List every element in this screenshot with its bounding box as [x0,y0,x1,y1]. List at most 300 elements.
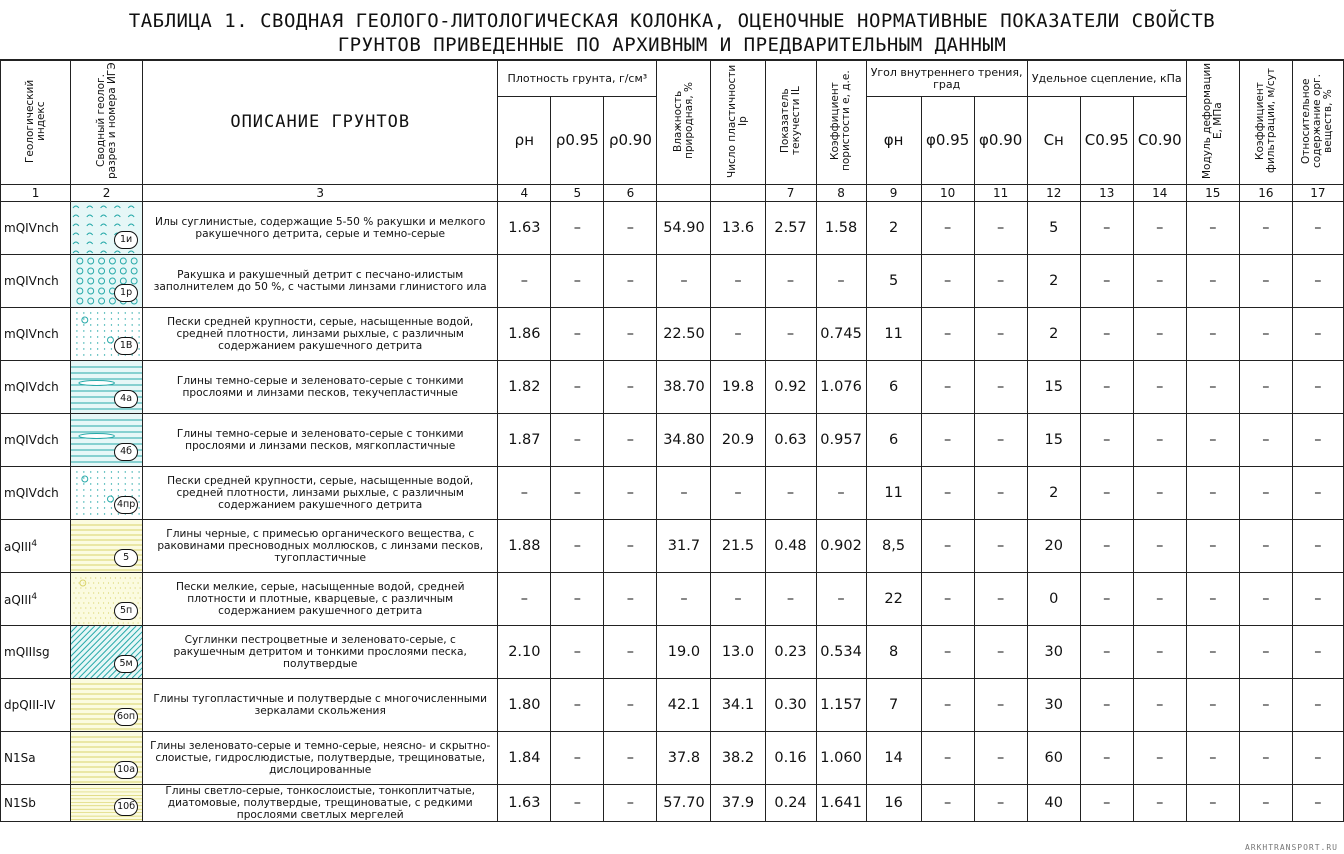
header-angle-group: Угол внутреннего трения, град [866,61,1027,97]
lithology-pattern-cell [71,255,143,308]
value-cell: – [498,467,551,520]
ige-code-badge: 1р [114,284,138,302]
value-cell: 2 [1027,308,1080,361]
column-number: 17 [1292,185,1343,202]
column-number: 15 [1186,185,1239,202]
lithology-pattern-cell [71,361,143,414]
value-cell: – [1080,255,1133,308]
geo-index: aQIII [4,539,32,554]
value-cell: 20.9 [711,414,765,467]
table-title [0,0,1344,60]
value-cell: – [765,467,816,520]
column-number: 3 [143,185,498,202]
header-geo-index: Геологический индекс [1,61,71,185]
value-cell: 1.060 [816,732,866,785]
value-cell: 1.641 [816,785,866,822]
value-cell: 15 [1027,361,1080,414]
geo-index-cell [1,467,71,520]
value-cell: – [604,255,657,308]
ige-code-badge: 5м [114,655,138,673]
geo-index-cell [1,361,71,414]
header-moisture: Влажность природная, % [657,61,711,185]
value-cell: – [1239,308,1292,361]
value-cell: – [1239,573,1292,626]
value-cell: 1.157 [816,679,866,732]
watermark: ARKHTRANSPORT.RU [1244,843,1338,852]
value-cell: 30 [1027,626,1080,679]
soil-description: Ракушка и ракушечный детрит с песчано-илистым заполнителем до 50 %, с частыми линзами глинистого ила [143,255,498,308]
geo-index: mQIVdch [4,380,59,394]
geo-index: mQIVdch [4,486,59,500]
value-cell: – [1239,679,1292,732]
value-cell: – [1186,520,1239,573]
value-cell: 2 [1027,467,1080,520]
geo-index-cell [1,732,71,785]
value-cell: – [1080,679,1133,732]
value-cell: 21.5 [711,520,765,573]
value-cell: – [657,255,711,308]
geo-index-cell [1,255,71,308]
header-modulus: Модуль деформации Е, МПа [1186,61,1239,185]
value-cell: 19.0 [657,626,711,679]
value-cell: – [1186,467,1239,520]
value-cell: – [1292,414,1343,467]
value-cell: – [1080,467,1133,520]
value-cell: – [921,308,974,361]
value-cell: 30 [1027,679,1080,732]
value-cell: – [1186,679,1239,732]
value-cell: – [974,573,1027,626]
value-cell: 42.1 [657,679,711,732]
soil-description: Суглинки пестроцветные и зеленовато-серые, с ракушечным детритом и тонкими прослоями песка, полутвердые [143,626,498,679]
header-column: Сводный геолог. разрез и номера ИГЭ [71,61,143,185]
column-number: 12 [1027,185,1080,202]
value-cell: – [711,255,765,308]
value-cell: – [1080,414,1133,467]
table-row [1,202,1344,255]
value-cell: – [921,414,974,467]
value-cell: – [551,467,604,520]
value-cell: 2.57 [765,202,816,255]
value-cell: 1.63 [498,202,551,255]
column-number: 6 [604,185,657,202]
geo-index: mQIIIsg [4,645,50,659]
header-porosity: Коэффициент пористости е, д.е. [816,61,866,185]
soil-description: Илы суглинистые, содержащие 5-50 % ракушки и мелкого ракушечного детрита, серые и темно-серые [143,202,498,255]
table-row [1,414,1344,467]
column-number: 7 [765,185,816,202]
table-row [1,520,1344,573]
value-cell: 1.076 [816,361,866,414]
column-number: 2 [71,185,143,202]
value-cell: – [816,255,866,308]
value-cell: 0.24 [765,785,816,822]
value-cell: – [551,732,604,785]
value-cell: 6 [866,361,921,414]
lithology-pattern-cell [71,626,143,679]
geo-index-cell [1,202,71,255]
value-cell: – [921,785,974,822]
table-row [1,255,1344,308]
value-cell: – [1133,785,1186,822]
column-number: 14 [1133,185,1186,202]
value-cell: – [551,626,604,679]
ige-code-badge: 1и [114,231,138,249]
value-cell: – [974,255,1027,308]
value-cell: 0.745 [816,308,866,361]
column-number: 13 [1080,185,1133,202]
value-cell: 38.70 [657,361,711,414]
value-cell: – [1239,361,1292,414]
column-number: 8 [816,185,866,202]
value-cell: 5 [1027,202,1080,255]
value-cell: – [1292,202,1343,255]
geo-index-cell [1,573,71,626]
geo-index: mQIVnch [4,221,59,235]
value-cell: – [816,467,866,520]
value-cell: – [657,573,711,626]
value-cell: – [1080,573,1133,626]
value-cell: – [604,414,657,467]
ige-code-badge: 4б [114,443,138,461]
value-cell: – [551,361,604,414]
value-cell: – [974,785,1027,822]
value-cell: – [498,573,551,626]
value-cell: – [1292,308,1343,361]
value-cell: 0.534 [816,626,866,679]
value-cell: – [1239,785,1292,822]
soil-description: Глины темно-серые и зеленовато-серые с тонкими прослоями и линзами песков, мягкопластичные [143,414,498,467]
value-cell: – [1239,255,1292,308]
value-cell: 0.48 [765,520,816,573]
value-cell: 54.90 [657,202,711,255]
header-liquidity: Показатель текучести IL [765,61,816,185]
value-cell: – [1239,626,1292,679]
value-cell: – [1292,785,1343,822]
column-number [657,185,711,202]
value-cell: – [1186,573,1239,626]
value-cell: – [1239,467,1292,520]
value-cell: 1.82 [498,361,551,414]
value-cell: 11 [866,467,921,520]
value-cell: – [1186,414,1239,467]
value-cell: – [1080,732,1133,785]
value-cell: – [1292,732,1343,785]
value-cell: – [1080,520,1133,573]
title-line-1: ТАБЛИЦА 1. СВОДНАЯ ГЕОЛОГО-ЛИТОЛОГИЧЕСКАЯ КОЛОНКА, ОЦЕНОЧНЫЕ НОРМАТИВНЫЕ ПОКАЗАТЕЛИ СВОЙСТВ [128,10,1216,32]
value-cell: – [604,732,657,785]
value-cell: – [974,361,1027,414]
value-cell: – [1292,626,1343,679]
value-cell: 40 [1027,785,1080,822]
value-cell: – [604,573,657,626]
value-cell: – [816,573,866,626]
value-cell: 37.8 [657,732,711,785]
value-cell: – [921,573,974,626]
value-cell: – [1133,308,1186,361]
geo-index: mQIVnch [4,274,59,288]
value-cell: – [974,467,1027,520]
value-cell: 16 [866,785,921,822]
soil-description: Глины темно-серые и зеленовато-серые с тонкими прослоями и линзами песков, текучепластичные [143,361,498,414]
geo-index-superscript: 4 [31,538,38,549]
value-cell: – [1186,202,1239,255]
value-cell: 2 [866,202,921,255]
column-number: 4 [498,185,551,202]
geo-index-cell [1,414,71,467]
lithology-pattern-cell [71,467,143,520]
column-number: 5 [551,185,604,202]
header-description: ОПИСАНИЕ ГРУНТОВ [143,61,498,185]
value-cell: – [1133,626,1186,679]
value-cell: 0.30 [765,679,816,732]
value-cell: – [551,255,604,308]
geo-index-superscript: 4 [31,591,38,602]
value-cell: 7 [866,679,921,732]
value-cell: – [1186,626,1239,679]
value-cell: 0.957 [816,414,866,467]
ige-code-badge: 1В [114,337,138,355]
lithology-pattern-cell [71,308,143,361]
value-cell: – [921,679,974,732]
value-cell: 37.9 [711,785,765,822]
value-cell: 0.23 [765,626,816,679]
value-cell: 60 [1027,732,1080,785]
value-cell: – [974,520,1027,573]
value-cell: – [1292,520,1343,573]
value-cell: – [1292,573,1343,626]
value-cell: 1.86 [498,308,551,361]
geo-index: mQIVdch [4,433,59,447]
lithology-pattern-cell [71,414,143,467]
value-cell: – [604,202,657,255]
value-cell: – [711,573,765,626]
header-rho-090: ρ0.90 [604,97,657,185]
value-cell: – [1133,467,1186,520]
value-cell: – [604,785,657,822]
value-cell: – [921,467,974,520]
value-cell: – [1080,785,1133,822]
header-cohesion-group: Удельное сцепление, кПа [1027,61,1186,97]
value-cell: – [1186,785,1239,822]
lithology-pattern-cell [71,732,143,785]
value-cell: – [1133,255,1186,308]
soil-description: Глины зеленовато-серые и темно-серые, неясно- и скрытно-слоистые, гидрослюдистые, полутвердые, трещиноватые, дислоцированные [143,732,498,785]
ige-code-badge: 10а [114,761,138,779]
value-cell: 15 [1027,414,1080,467]
value-cell: 13.6 [711,202,765,255]
value-cell: 0.92 [765,361,816,414]
value-cell: 11 [866,308,921,361]
column-number: 16 [1239,185,1292,202]
value-cell: 22.50 [657,308,711,361]
table-row [1,626,1344,679]
value-cell: 1.58 [816,202,866,255]
value-cell: – [1133,732,1186,785]
value-cell: – [1133,361,1186,414]
value-cell: – [657,467,711,520]
value-cell: – [1133,679,1186,732]
value-cell: – [1239,414,1292,467]
value-cell: – [921,732,974,785]
soil-description: Пески средней крупности, серые, насыщенные водой, средней плотности, линзами рыхлые, с различным содержанием ракушечного детрита [143,308,498,361]
value-cell: – [1186,732,1239,785]
table-row [1,573,1344,626]
value-cell: 1.87 [498,414,551,467]
value-cell: – [974,626,1027,679]
ige-code-badge: 10б [114,798,138,816]
value-cell: – [1133,573,1186,626]
header-phi-090: φ0.90 [974,97,1027,185]
value-cell: 1.88 [498,520,551,573]
value-cell: 2 [1027,255,1080,308]
value-cell: – [551,520,604,573]
value-cell: 34.1 [711,679,765,732]
header-rho-095: ρ0.95 [551,97,604,185]
column-number [711,185,765,202]
geo-index-cell [1,520,71,573]
soil-description: Пески средней крупности, серые, насыщенные водой, средней плотности, линзами рыхлые, с различным содержанием ракушечного детрита [143,467,498,520]
value-cell: – [1080,308,1133,361]
value-cell: – [711,467,765,520]
header-phi-n: φн [866,97,921,185]
value-cell: 13.0 [711,626,765,679]
lithology-pattern-cell [71,202,143,255]
ige-code-badge: 4пр [114,496,138,514]
column-number: 11 [974,185,1027,202]
header-phi-095: φ0.95 [921,97,974,185]
table-row [1,732,1344,785]
value-cell: 0.902 [816,520,866,573]
value-cell: – [921,520,974,573]
value-cell: – [551,414,604,467]
value-cell: – [1080,361,1133,414]
geo-index-cell [1,679,71,732]
value-cell: – [551,679,604,732]
ige-code-badge: 5п [114,602,138,620]
value-cell: – [974,202,1027,255]
header-c-n: Сн [1027,97,1080,185]
value-cell: – [921,255,974,308]
table-row [1,361,1344,414]
title-line-2: ГРУНТОВ ПРИВЕДЕННЫЕ ПО АРХИВНЫМ И ПРЕДВАРИТЕЛЬНЫМ ДАННЫМ [337,34,1007,56]
value-cell: – [498,255,551,308]
value-cell: – [1239,520,1292,573]
value-cell: 8,5 [866,520,921,573]
soil-description: Пески мелкие, серые, насыщенные водой, средней плотности и плотные, кварцевые, с различным содержанием ракушечного детрита [143,573,498,626]
value-cell: – [1186,308,1239,361]
value-cell: – [974,308,1027,361]
value-cell: – [604,308,657,361]
value-cell: – [921,202,974,255]
value-cell: 31.7 [657,520,711,573]
lithology-pattern-cell [71,573,143,626]
value-cell: – [1239,202,1292,255]
value-cell: 0.16 [765,732,816,785]
value-cell: – [604,361,657,414]
value-cell: – [1186,361,1239,414]
geo-index: aQIII [4,592,32,607]
soil-description: Глины светло-серые, тонкослоистые, тонкоплитчатые, диатомовые, полутвердые, трещиноватые, с редкими прослоями светлых мергелей [143,785,498,822]
value-cell: – [1239,732,1292,785]
value-cell: 0 [1027,573,1080,626]
value-cell: 1.84 [498,732,551,785]
value-cell: – [551,202,604,255]
geo-index-cell [1,308,71,361]
value-cell: – [974,679,1027,732]
value-cell: 0.63 [765,414,816,467]
geo-index: mQIVnch [4,327,59,341]
lithology-pattern-cell [71,785,143,822]
value-cell: 19.8 [711,361,765,414]
table-row [1,785,1344,822]
value-cell: – [921,361,974,414]
value-cell: – [1292,361,1343,414]
value-cell: – [921,626,974,679]
value-cell: – [551,573,604,626]
value-cell: – [1133,520,1186,573]
value-cell: – [604,520,657,573]
value-cell: – [765,255,816,308]
geo-index-cell [1,785,71,822]
value-cell: 8 [866,626,921,679]
ige-code-badge: 4а [114,390,138,408]
column-numbers-row [1,185,1344,202]
value-cell: 6 [866,414,921,467]
value-cell: – [1133,414,1186,467]
header-c-090: С0.90 [1133,97,1186,185]
value-cell: – [551,308,604,361]
header-rho-n: ρн [498,97,551,185]
soil-description: Глины черные, с примесью органического вещества, с раковинами пресноводных моллюсков, с линзами песков, тугопластичные [143,520,498,573]
value-cell: 34.80 [657,414,711,467]
value-cell: – [604,467,657,520]
value-cell: 38.2 [711,732,765,785]
value-cell: 2.10 [498,626,551,679]
value-cell: – [604,626,657,679]
geo-index: dpQIII-IV [4,698,56,712]
ige-code-badge: 5 [114,549,138,567]
value-cell: 5 [866,255,921,308]
value-cell: – [711,308,765,361]
geo-index: N1Sa [4,751,36,765]
lithology-pattern-cell [71,679,143,732]
column-number: 1 [1,185,71,202]
value-cell: – [765,308,816,361]
value-cell: – [974,414,1027,467]
value-cell: – [1186,255,1239,308]
soil-description: Глины тугопластичные и полутвердые с многочисленными зеркалами скольжения [143,679,498,732]
value-cell: 57.70 [657,785,711,822]
value-cell: – [1133,202,1186,255]
header-c-095: С0.95 [1080,97,1133,185]
value-cell: 1.63 [498,785,551,822]
header-filtration: Коэффициент фильтрации, м/сут [1239,61,1292,185]
column-number: 9 [866,185,921,202]
table-row [1,467,1344,520]
header-organic: Относительное содержание орг. веществ, % [1292,61,1343,185]
table-row [1,308,1344,361]
soil-properties-table [0,60,1344,822]
ige-code-badge: 6оп [114,708,138,726]
value-cell: – [974,732,1027,785]
value-cell: – [1080,626,1133,679]
header-density-group: Плотность грунта, г/см³ [498,61,657,97]
value-cell: 22 [866,573,921,626]
geo-index-cell [1,626,71,679]
value-cell: 1.80 [498,679,551,732]
value-cell: 20 [1027,520,1080,573]
